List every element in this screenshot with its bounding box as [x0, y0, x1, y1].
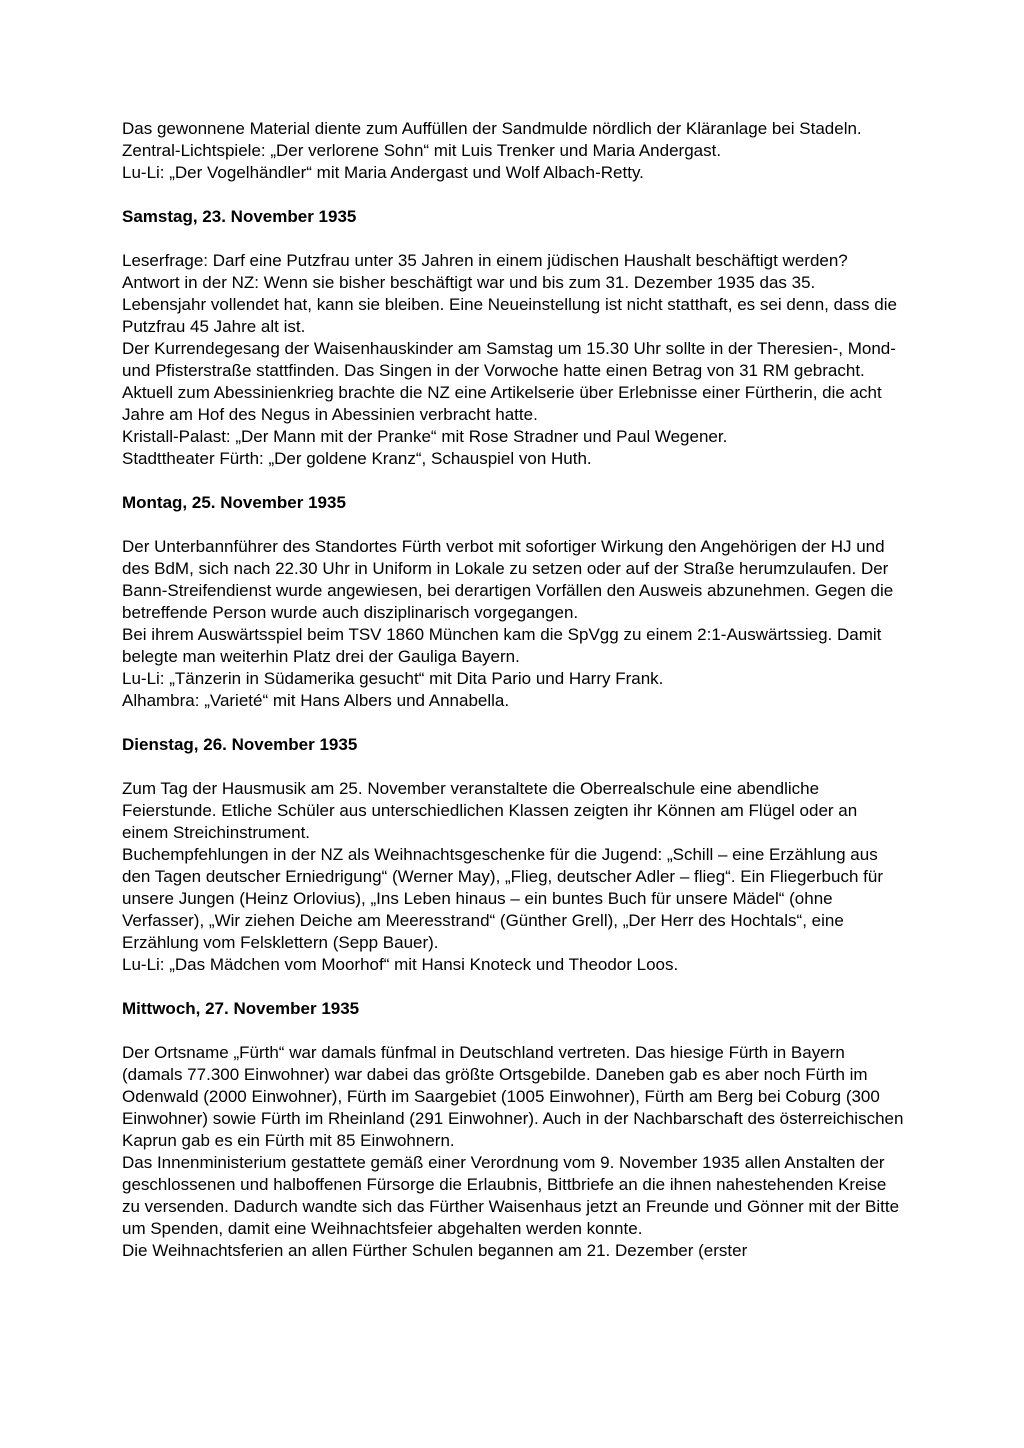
- section-entry: Bei ihrem Auswärtsspiel beim TSV 1860 München kam die SpVgg zu einem 2:1-Auswärtssieg. Damit belegte man weiterhin Platz drei der Gauliga Bayern.: [122, 625, 882, 666]
- section-entry: Kristall-Palast: „Der Mann mit der Pranke“ mit Rose Stradner und Paul Wegener.: [122, 427, 728, 446]
- section-entry: Lu-Li: „Tänzerin in Südamerika gesucht“ mit Dita Pario und Harry Frank.: [122, 669, 664, 688]
- section-heading: Mittwoch, 27. November 1935: [122, 999, 360, 1018]
- intro-entry: Lu-Li: „Der Vogelhändler“ mit Maria Andergast und Wolf Albach-Retty.: [122, 163, 644, 182]
- section-heading: Dienstag, 26. November 1935: [122, 735, 358, 754]
- section-entry: Leserfrage: Darf eine Putzfrau unter 35 Jahren in einem jüdischen Haushalt beschäftigt werden? Antwort in der NZ: Wenn sie bisher beschäftigt war und bis zum 31. Dezember 1935 das 35. Lebensjahr vollendet hat, kann sie bleiben. Eine Neueinstellung ist nicht statthaft, es sei denn, dass die Putzfrau 45 Jahre alt ist.: [122, 251, 897, 336]
- section-entry: Buchempfehlungen in der NZ als Weihnachtsgeschenke für die Jugend: „Schill – eine Erzählung aus den Tagen deutscher Erniedrigung“ (Werner May), „Flieg, deutscher Adler – flieg“. Ein Fliegerbuch für unsere Jungen (Heinz Orlovius), „Ins Leben hinaus – ein buntes Buch für unsere Mädel“ (ohne Verfasser), „Wir ziehen Deiche am Meeresstrand“ (Günther Grell), „Der Herr des Hochtals“, eine Erzählung vom Felsklettern (Sepp Bauer).: [122, 845, 883, 952]
- document-content: [122, 118, 904, 1262]
- section-entry: Aktuell zum Abessinienkrieg brachte die NZ eine Artikelserie über Erlebnisse einer Fürtherin, die acht Jahre am Hof des Negus in Abessinien verbracht hatte.: [122, 383, 882, 424]
- section-entry: Der Unterbannführer des Standortes Fürth verbot mit sofortiger Wirkung den Angehörigen der HJ und des BdM, sich nach 22.30 Uhr in Uniform in Lokale zu setzen oder auf der Straße herumzulaufen. Der Bann-Streifendienst wurde angewiesen, bei derartigen Vorfällen den Ausweis abzunehmen. Gegen die betreffende Person wurde auch disziplinarisch vorgegangen.: [122, 537, 894, 622]
- section-entry: Das Innenministerium gestattete gemäß einer Verordnung vom 9. November 1935 allen Anstalten der geschlossenen und halboffenen Fürsorge die Erlaubnis, Bittbriefe an die ihnen nahestehenden Kreise zu versenden. Dadurch wandte sich das Fürther Waisenhaus jetzt an Freunde und Gönner mit der Bitte um Spenden, damit eine Weihnachtsfeier abgehalten werden konnte.: [122, 1153, 900, 1238]
- section-entry: Die Weihnachtsferien an allen Fürther Schulen begannen am 21. Dezember (erster: [122, 1241, 748, 1260]
- section-entry: Der Kurrendegesang der Waisenhauskinder am Samstag um 15.30 Uhr sollte in der Theresien-, Mond- und Pfisterstraße stattfinden. Das Singen in der Vorwoche hatte einen Betrag von 31 RM gebracht.: [122, 339, 896, 380]
- section-heading: Samstag, 23. November 1935: [122, 207, 357, 226]
- section-entry: Zum Tag der Hausmusik am 25. November veranstaltete die Oberrealschule eine abendliche Feierstunde. Etliche Schüler aus unterschiedlichen Klassen zeigten ihr Können am Flügel oder an einem Streichinstrument.: [122, 779, 858, 842]
- section-entry: Lu-Li: „Das Mädchen vom Moorhof“ mit Hansi Knoteck und Theodor Loos.: [122, 955, 679, 974]
- section-entry: Stadttheater Fürth: „Der goldene Kranz“, Schauspiel von Huth.: [122, 449, 592, 468]
- section-entry: Alhambra: „Varieté“ mit Hans Albers und Annabella.: [122, 691, 510, 710]
- section-entry: Der Ortsname „Fürth“ war damals fünfmal in Deutschland vertreten. Das hiesige Fürth in Bayern (damals 77.300 Einwohner) war dabei das größte Ortsgebilde. Daneben gab es aber noch Fürth im Odenwald (2000 Einwohner), Fürth im Saargebiet (1005 Einwohner), Fürth am Berg bei Coburg (300 Einwohner) sowie Fürth im Rheinland (291 Einwohner). Auch in der Nachbarschaft des österreichischen Kaprun gab es ein Fürth mit 85 Einwohnern.: [122, 1043, 904, 1150]
- section-heading: Montag, 25. November 1935: [122, 493, 346, 512]
- intro-entry: Zentral-Lichtspiele: „Der verlorene Sohn“ mit Luis Trenker und Maria Andergast.: [122, 141, 722, 160]
- intro-entry: Das gewonnene Material diente zum Auffüllen der Sandmulde nördlich der Kläranlage bei Stadeln.: [122, 119, 862, 138]
